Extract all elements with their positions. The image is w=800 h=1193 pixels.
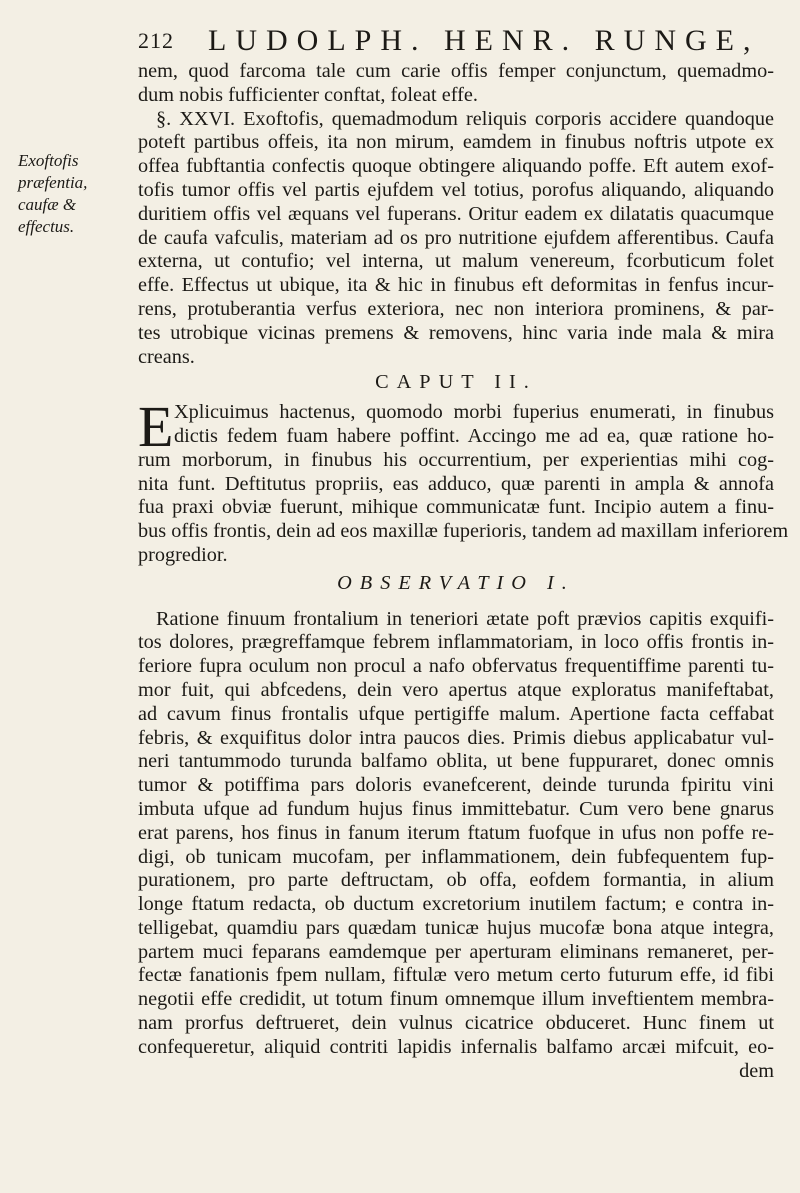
page-number: 212 xyxy=(138,28,174,53)
text-line: rum morborum, in finubus his occurrentium, per experientias mihi cog- xyxy=(138,448,774,471)
chapter-paragraph xyxy=(138,394,789,568)
text-line: ad cavum finus frontalis ufque pertigiffe malum. Apertione facta ceffabat xyxy=(138,702,774,725)
running-title: LUDOLPH. HENR. RUNGE, xyxy=(208,24,760,57)
text-line: fua praxi obviæ fuerunt, mihique communicatæ funt. Incipio autem a finu- xyxy=(138,496,774,519)
text-line: neri tantummodo turunda balfamo oblita, ut bene fuppuraret, donec omnis xyxy=(138,750,774,773)
text-line: mor fuit, qui abfcedens, dein vero apertus atque exploratus manifeftabat, xyxy=(138,678,774,701)
margin-note-line: præfentia, xyxy=(18,173,88,192)
text-line: longe ftatum redacta, ob ductum excretorium inutilem factum; e contra in- xyxy=(138,893,774,916)
text-line: purationem, pro parte deftructam, ob offa, eofdem formantia, in alium xyxy=(138,869,774,892)
page-header xyxy=(138,22,758,62)
text-line: bus offis frontis, dein ad eos maxillæ fuperioris, tandem ad maxillam inferiorem xyxy=(138,520,789,543)
drop-cap: E xyxy=(138,394,174,460)
margin-note-line: Exoftofis xyxy=(18,151,79,170)
text-line: partem muci feparans eamdemque per aperturam eliminans remaneret, per- xyxy=(138,940,774,963)
text-line: externa, ut contufio; vel interna, ut malum venereum, fcorbuticum folet xyxy=(138,250,774,273)
text-line: poteft partibus offeis, ita non mirum, eamdem in finubus noftris utpote ex xyxy=(138,131,774,154)
text-line: rens, protuberantia verfus exteriora, nec non interiora prominens, & par- xyxy=(138,297,774,320)
text-line: digi, ob tunicam mucofam, per inflammationem, dein fubfequentem fup- xyxy=(138,845,774,868)
text-line: §. XXVI. Exoftofis, quemadmodum reliquis corporis accidere quandoque xyxy=(156,107,774,130)
text-line: tos dolores, prægreffamque febrem inflammatoriam, in loco offis frontis in- xyxy=(138,631,774,654)
text-line: progredior. xyxy=(138,543,228,566)
text-line: Xplicuimus hactenus, quomodo morbi fuperius enumerati, in finubus xyxy=(174,401,774,424)
text-line: confequeretur, aliquid contriti lapidis infernalis balfamo arcæi mifcuit, eo- xyxy=(138,1035,774,1058)
text-line: negotii effe credidit, ut totum finum omnemque illum inveftientem membra- xyxy=(138,988,774,1011)
text-line: dictis fedem fuam habere poffint. Accingo me ad ea, quæ ratione ho- xyxy=(174,424,774,447)
text-line: tes utrobique vicinas premens & removens, hinc varia inde mala & mira xyxy=(138,321,774,344)
text-line: duritiem offis vel æquans vel fuperans. Oritur eadem ex dilatatis quacumque xyxy=(138,202,774,225)
margin-note-line: caufæ & xyxy=(18,195,77,214)
text-line: febris, & exquifitus dolor intra paucos dies. Primis diebus applicabatur vul- xyxy=(138,726,774,749)
observatio-paragraph xyxy=(138,608,774,1084)
catchword: dem xyxy=(739,1059,774,1082)
margin-note xyxy=(18,150,126,238)
text-line: de caufa vafculis, materiam ad os pro nutritione ejufdem afferentibus. Caufa xyxy=(138,226,774,249)
chapter-heading: CAPUT II. xyxy=(375,371,537,394)
margin-note-line: effectus. xyxy=(18,217,75,236)
text-line: creans. xyxy=(138,345,195,368)
text-line: nita funt. Deftitutus propriis, eas adduco, quæ parenti in ampla & annofa xyxy=(138,472,774,495)
text-line: offea fubftantia confectis quoque obtingere aliquando poffe. Eft autem exof- xyxy=(138,155,774,178)
observatio-heading: OBSERVATIO I. xyxy=(337,571,575,594)
text-line: fectæ fanationis fpem nullam, fiftulæ vero metum certo futurum effe, id fibi xyxy=(138,964,774,987)
text-line: feriore fupra oculum non procul a nafo obfervatus frequentiffime parenti tu- xyxy=(138,655,774,678)
text-line: nem, quod farcoma tale cum carie offis femper conjunctum, quemadmo- xyxy=(138,60,774,82)
text-line: nam prorfus deftrueret, dein vulnus cicatrice obduceret. Hunc finem ut xyxy=(138,1012,774,1035)
text-line: imbuta ufque ad fundum hujus finus immittebatur. Cum vero bene gnarus xyxy=(138,797,774,820)
text-line: tofis tumor offis vel partis ejufdem vel totius, porofus aliquando, aliquando xyxy=(138,178,774,201)
main-text xyxy=(138,60,789,1083)
text-line: Ratione finuum frontalium in teneriori ætate poft prævios capitis exquifi- xyxy=(156,607,774,630)
text-line: effe. Effectus ut ubique, ita & hic in finubus eft deformitas in fenfus incur- xyxy=(138,274,774,297)
text-line: tumor & potiffima pars doloris evanefcerent, deinde turunda fpiritu vini xyxy=(138,774,774,797)
text-line: dum nobis fufficienter conftat, foleat effe. xyxy=(138,83,478,106)
text-line: telligebat, quamdiu pars quædam tunicæ hujus mucofæ bona atque integra, xyxy=(138,916,774,939)
text-line: erat parens, hos finus in fanum iterum ftatum fuofque in ufus non poffe re- xyxy=(138,821,774,844)
